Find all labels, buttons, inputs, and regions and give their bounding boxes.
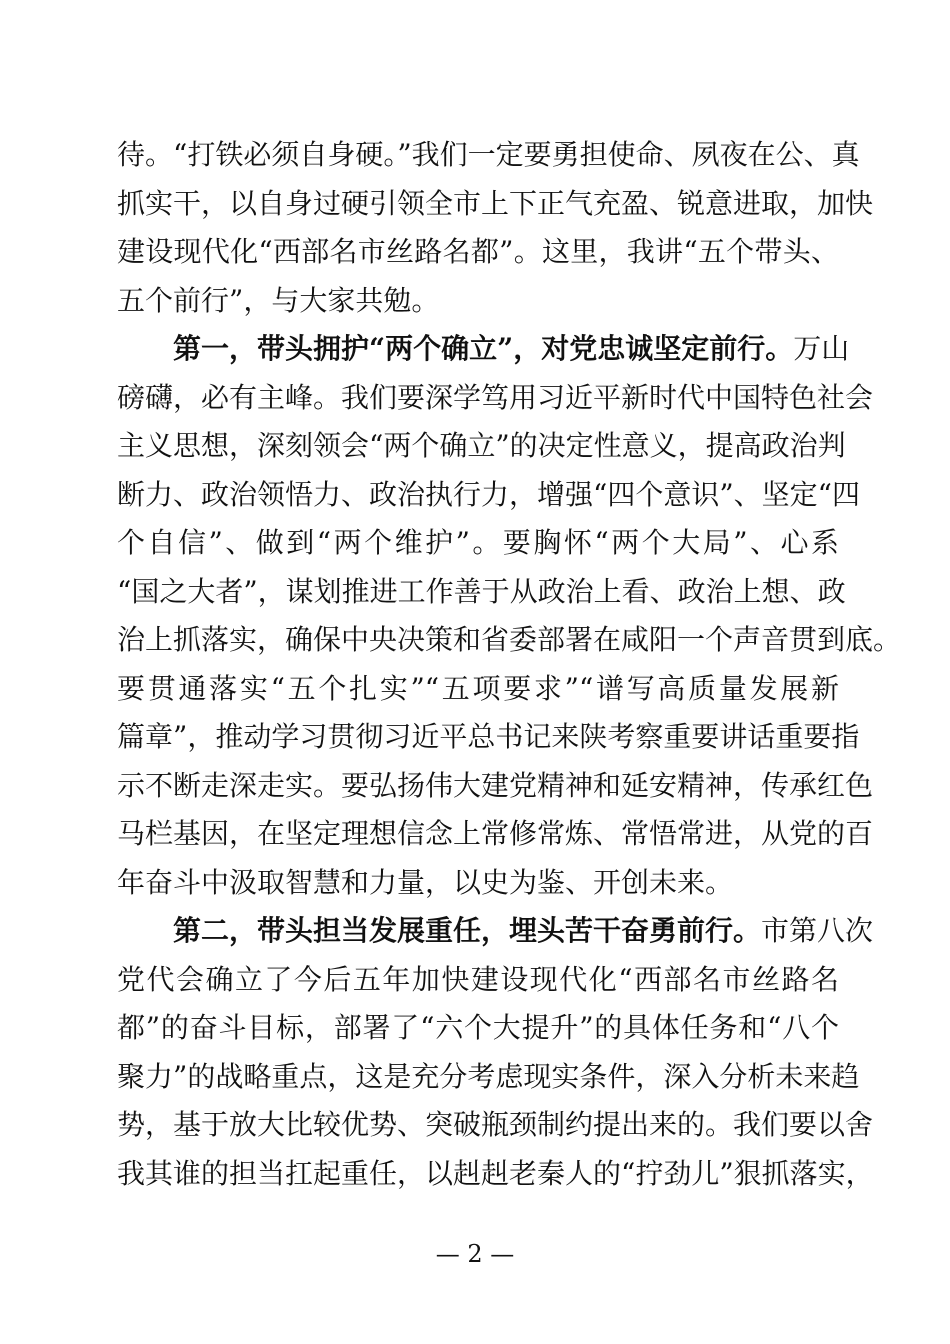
text-line: 个自信”、做到“两个维护”。要胸怀“两个大局”、心系 bbox=[117, 526, 839, 559]
text-line: 建设现代化“西部名市丝路名都”。这里，我讲“五个带头、 bbox=[117, 235, 839, 268]
text-line: 磅礴，必有主峰。我们要深学笃用习近平新时代中国特色社会 bbox=[117, 380, 874, 414]
text-line: 篇章”，推动学习贯彻习近平总书记来陕考察重要讲话重要指 bbox=[117, 720, 860, 753]
text-line: 抓实干，以自身过硬引领全市上下正气充盈、锐意进取，加快 bbox=[117, 186, 874, 220]
section-1-heading: 第一，带头拥护“两个确立”，对党忠诚坚定前行。 bbox=[173, 332, 794, 365]
text-line: 势，基于放大比较优势、突破瓶颈制约提出来的。我们要以舍 bbox=[117, 1108, 874, 1141]
text-line: 主义思想，深刻领会“两个确立”的决定性意义，提高政治判 bbox=[117, 429, 846, 462]
text-line: 要贯通落实“五个扎实”“五项要求”“谱写高质量发展新 bbox=[117, 671, 839, 705]
section-2-heading: 第二，带头担当发展重任，埋头苦干奋勇前行。 bbox=[173, 914, 762, 947]
section-heading-line bbox=[117, 325, 850, 374]
text-line: 断力、政治领悟力、政治执行力，增强“四个意识”、坚定“四 bbox=[117, 477, 860, 511]
text-line: 我其谁的担当扛起重任，以赳赳老秦人的“拧劲儿”狠抓落实， bbox=[117, 1156, 874, 1190]
text-line: 都”的奋斗目标，部署了“六个大提升”的具体任务和“八个 bbox=[117, 1011, 839, 1044]
text-line: 马栏基因，在坚定理想信念上常修常炼、常悟常进，从党的百 bbox=[117, 817, 874, 850]
text-line: 聚力”的战略重点，这是充分考虑现实条件，深入分析未来趋 bbox=[117, 1059, 860, 1093]
section-2-heading-rest: 市第八次 bbox=[761, 914, 874, 947]
text-line: “国之大者”，谋划推进工作善于从政治上看、政治上想、政 bbox=[117, 574, 846, 608]
section-1-heading-rest: 万山 bbox=[793, 332, 850, 365]
text-line: 治上抓落实，确保中央决策和省委部署在咸阳一个声音贯到底。 bbox=[117, 623, 902, 656]
text-line: 五个前行”，与大家共勉。 bbox=[117, 283, 440, 317]
section-heading-line bbox=[117, 907, 874, 956]
text-line: 党代会确立了今后五年加快建设现代化“西部名市丝路名 bbox=[117, 962, 839, 996]
body-text bbox=[117, 131, 902, 1198]
text-line: 待。“打铁必须自身硬。”我们一定要勇担使命、夙夜在公、真 bbox=[117, 138, 860, 171]
text-line: 示不断走深走实。要弘扬伟大建党精神和延安精神，传承红色 bbox=[117, 768, 874, 802]
page-number: — 2 — bbox=[435, 1240, 515, 1268]
text-line: 年奋斗中汲取智慧和力量，以史为鉴、开创未来。 bbox=[117, 865, 734, 899]
